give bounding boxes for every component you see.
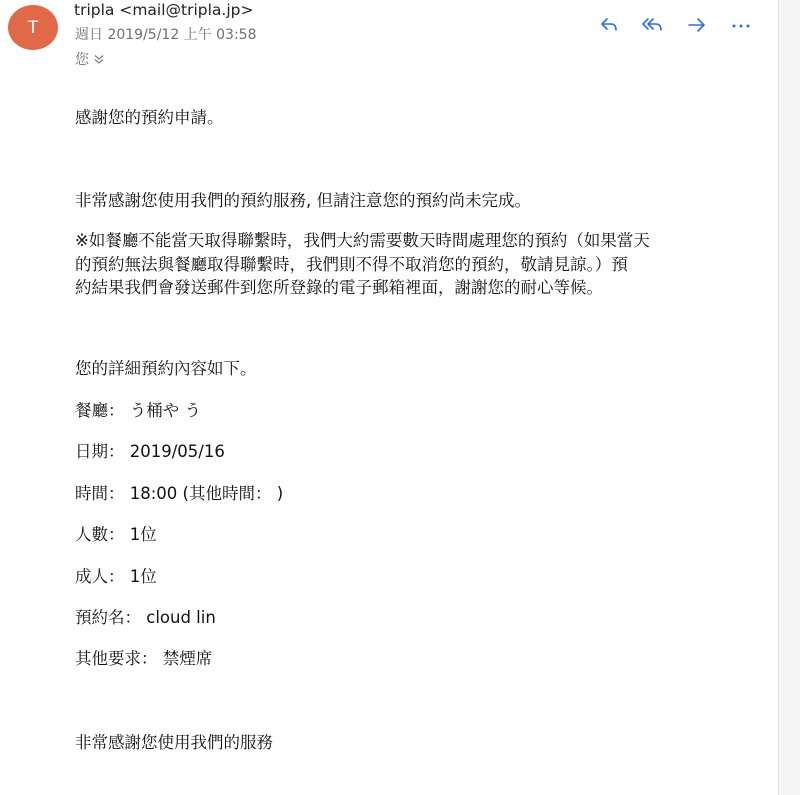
greeting-text: 感謝您的預約申請。: [75, 108, 224, 127]
reply-all-button[interactable]: [640, 12, 666, 38]
detail-reservation-name: 預約名： cloud lin: [75, 608, 216, 627]
reply-all-icon: [641, 14, 665, 36]
note-line: 約結果我們會發送郵件到您所登錄的電子郵箱裡面，謝謝您的耐心等候。: [75, 278, 603, 297]
recipient-row[interactable]: [75, 49, 105, 69]
reply-icon: [598, 14, 620, 36]
note-line: ※如餐廳不能當天取得聯繫時，我們大約需要數天時間處理您的預約（如果當天: [75, 231, 650, 250]
sender-address[interactable]: tripla <mail@tripla.jp>: [74, 1, 254, 19]
note-paragraph: [75, 229, 747, 300]
notice-text: 非常感謝您使用我們的預約服務, 但請注意您的預約尚未完成。: [75, 191, 531, 210]
detail-party-size: 人數： 1位: [75, 525, 157, 544]
sender-avatar: [8, 5, 58, 50]
detail-adults: 成人： 1位: [75, 567, 157, 586]
forward-button[interactable]: [684, 12, 710, 38]
note-line: 的預約無法與餐廳取得聯繫時，我們則不得不取消您的預約，敬請見諒。）預: [75, 254, 628, 274]
reply-button[interactable]: [596, 12, 622, 38]
details-intro: 您的詳細預約內容如下。: [75, 359, 257, 378]
more-icon: [730, 14, 752, 36]
detail-time: 時間： 18:00 (其他時間： ): [75, 484, 284, 503]
detail-requests: 其他要求： 禁煙席: [75, 649, 213, 668]
forward-icon: [686, 14, 708, 36]
scrollbar-track[interactable]: [778, 0, 800, 795]
expand-recipients-icon[interactable]: [93, 53, 105, 65]
recipient-label: 您: [75, 52, 89, 68]
closing-text: 非常感謝您使用我們的服務: [75, 733, 273, 752]
detail-date: 日期： 2019/05/16: [75, 442, 225, 461]
avatar-letter: T: [27, 17, 39, 38]
more-button[interactable]: [728, 12, 754, 38]
message-date: 週日 2019/5/12 上午 03:58: [75, 27, 257, 43]
detail-restaurant: 餐廳： う桶や う: [75, 401, 201, 420]
message-actions: [596, 12, 754, 38]
